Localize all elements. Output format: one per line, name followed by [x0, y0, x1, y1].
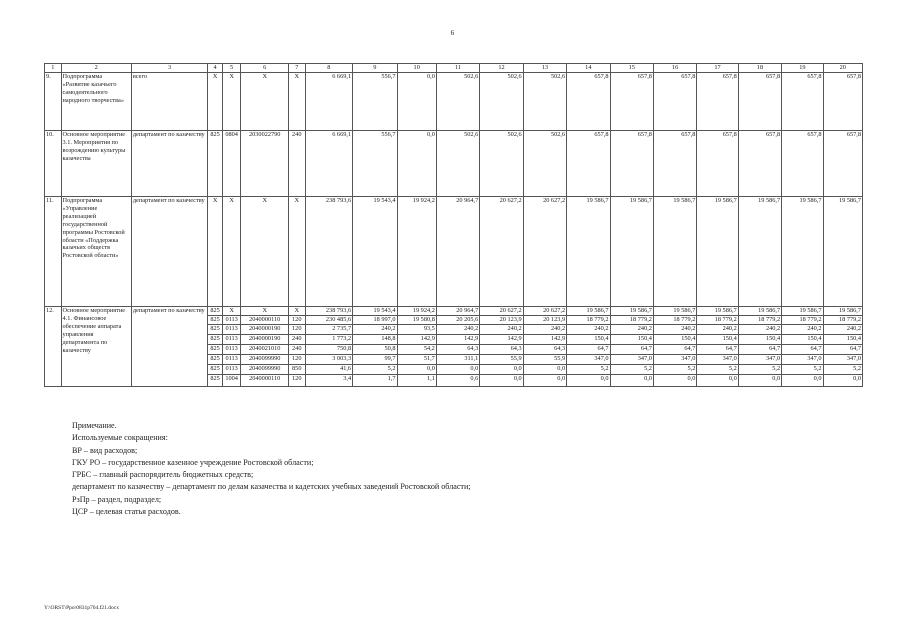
table-cell: 20 627,2 — [480, 197, 523, 307]
table-cell: 502,6 — [480, 73, 523, 131]
table-cell: 18 779,2 — [823, 315, 862, 324]
table-cell: 825 — [208, 334, 222, 344]
row-number: 9. — [45, 73, 62, 131]
table-cell: 6 669,1 — [305, 131, 353, 197]
table-cell: 0,0 — [480, 374, 523, 386]
table-cell: 0,0 — [782, 374, 823, 386]
table-cell: 240 — [289, 131, 306, 197]
table-cell: 0,0 — [523, 364, 566, 374]
table-cell: 240,2 — [782, 324, 823, 334]
column-header: 18 — [738, 64, 781, 73]
table-cell: 0,0 — [610, 374, 653, 386]
table-cell: 240,2 — [567, 324, 610, 334]
column-header: 11 — [436, 64, 479, 73]
table-cell: 502,6 — [480, 131, 523, 197]
table-cell: 2030022790 — [241, 131, 289, 197]
table-cell: 5,2 — [567, 364, 610, 374]
table-cell: 120 — [289, 315, 306, 324]
table-cell: 20 627,2 — [523, 197, 566, 307]
table-cell: 64,3 — [436, 344, 479, 354]
table-row — [45, 73, 863, 131]
table-cell: 19 586,7 — [567, 197, 610, 307]
table-cell: 64,7 — [823, 344, 862, 354]
table-cell: 0,0 — [480, 364, 523, 374]
table-cell: 1004 — [222, 374, 241, 386]
table-cell: 5,2 — [697, 364, 738, 374]
table-cell: 18 779,2 — [697, 315, 738, 324]
table-cell: 0,0 — [697, 374, 738, 386]
table-cell: 19 586,7 — [697, 307, 738, 316]
table-cell: 0,0 — [523, 374, 566, 386]
table-cell: 2040000190 — [241, 334, 289, 344]
table-cell: 64,7 — [738, 344, 781, 354]
table-cell: 18 779,2 — [567, 315, 610, 324]
table-cell: Х — [222, 73, 241, 131]
row-number: 10. — [45, 131, 62, 197]
table-cell: 657,8 — [610, 73, 653, 131]
table-cell: 19 580,8 — [397, 315, 436, 324]
note-line: ГРБС – главный распорядитель бюджетных средств; — [72, 470, 254, 480]
column-header: 2 — [61, 64, 131, 73]
table-cell: Х — [222, 197, 241, 307]
table-cell: 51,7 — [397, 354, 436, 364]
table-cell: 0113 — [222, 334, 241, 344]
table-cell: 347,0 — [653, 354, 696, 364]
table-cell: 64,7 — [653, 344, 696, 354]
table-cell: 55,9 — [480, 354, 523, 364]
table-cell: 19 586,7 — [782, 307, 823, 316]
table-cell: 5,2 — [353, 364, 397, 374]
table-cell: 19 586,7 — [782, 197, 823, 307]
table-cell: 502,6 — [436, 131, 479, 197]
table-cell: 0804 — [222, 131, 241, 197]
table-cell: Х — [222, 307, 241, 316]
table-cell: 240,2 — [697, 324, 738, 334]
table-cell: 240,2 — [436, 324, 479, 334]
table-cell: 657,8 — [653, 131, 696, 197]
table-cell: 54,2 — [397, 344, 436, 354]
table-cell: 5,2 — [653, 364, 696, 374]
table-cell: 0,0 — [397, 131, 436, 197]
table-cell: 18 997,0 — [353, 315, 397, 324]
column-header: 9 — [353, 64, 397, 73]
table-cell: 120 — [289, 354, 306, 364]
column-header: 14 — [567, 64, 610, 73]
table-cell: 150,4 — [738, 334, 781, 344]
table-cell: Х — [241, 197, 289, 307]
table-cell: 502,6 — [523, 73, 566, 131]
table-cell: 347,0 — [738, 354, 781, 364]
table-cell: 19 924,2 — [397, 197, 436, 307]
table-cell: 18 779,2 — [782, 315, 823, 324]
table-cell: 657,8 — [567, 73, 610, 131]
table-cell: 240,2 — [653, 324, 696, 334]
table-cell: 18 779,2 — [738, 315, 781, 324]
table-cell: 18 779,2 — [610, 315, 653, 324]
table-cell: 1,1 — [397, 374, 436, 386]
table-cell: 238 793,6 — [305, 307, 353, 316]
table-cell: 238 793,6 — [305, 197, 353, 307]
table-cell: 19 586,7 — [567, 307, 610, 316]
table-cell: 1 773,2 — [305, 334, 353, 344]
note-line: ЦСР – целевая статья расходов. — [72, 507, 181, 517]
table-cell: 0,0 — [436, 364, 479, 374]
table-cell: 2040099990 — [241, 354, 289, 364]
table-cell: 120 — [289, 374, 306, 386]
table-cell: 19 586,7 — [823, 307, 862, 316]
table-row — [45, 197, 863, 307]
table-cell: 150,4 — [567, 334, 610, 344]
table-cell: Х — [289, 307, 306, 316]
table-row — [45, 131, 863, 197]
column-header: 17 — [697, 64, 738, 73]
table-cell: 0113 — [222, 364, 241, 374]
table-cell: 64,3 — [523, 344, 566, 354]
table-cell: 64,7 — [610, 344, 653, 354]
table-cell: 5,2 — [782, 364, 823, 374]
table-cell: 142,9 — [397, 334, 436, 344]
table-cell: 502,6 — [523, 131, 566, 197]
table-cell: 93,5 — [397, 324, 436, 334]
table-cell: 657,8 — [823, 73, 862, 131]
column-header: 8 — [305, 64, 353, 73]
table-cell: 3 003,3 — [305, 354, 353, 364]
table-cell: 825 — [208, 354, 222, 364]
table-cell: 150,4 — [782, 334, 823, 344]
table-cell: 19 586,7 — [697, 197, 738, 307]
table-cell: 1,7 — [353, 374, 397, 386]
table-cell: 2 735,7 — [305, 324, 353, 334]
table-cell: 2040000190 — [241, 324, 289, 334]
column-header: 1 — [45, 64, 62, 73]
table-cell: 19 586,7 — [653, 307, 696, 316]
table-cell: 240,2 — [610, 324, 653, 334]
table-cell: 5,2 — [738, 364, 781, 374]
column-header: 19 — [782, 64, 823, 73]
table-cell: 64,7 — [782, 344, 823, 354]
table-cell: 657,8 — [738, 73, 781, 131]
column-header: 5 — [222, 64, 241, 73]
table-cell: Х — [241, 307, 289, 316]
column-header: 13 — [523, 64, 566, 73]
table-cell: 347,0 — [697, 354, 738, 364]
table-cell: 825 — [208, 344, 222, 354]
table-cell: 5,2 — [823, 364, 862, 374]
program-name: Основное мероприятие 4.1. Финансовое обеспечение аппарата управления департамента по казачеству — [61, 307, 131, 387]
column-header: 12 — [480, 64, 523, 73]
table-cell: 657,8 — [567, 131, 610, 197]
table-cell: 657,8 — [610, 131, 653, 197]
table-cell: 850 — [289, 364, 306, 374]
table-cell: 5,2 — [610, 364, 653, 374]
table-cell: 825 — [208, 307, 222, 316]
table-cell: 19 586,7 — [738, 197, 781, 307]
table-cell: 825 — [208, 315, 222, 324]
table-cell: 64,7 — [567, 344, 610, 354]
table-cell: 347,0 — [610, 354, 653, 364]
table-cell: 55,9 — [523, 354, 566, 364]
table-cell: 19 586,7 — [653, 197, 696, 307]
note-line: Используемые сокращения: — [72, 433, 168, 443]
table-body — [45, 64, 863, 387]
table-cell: 2040021010 — [241, 344, 289, 354]
table-cell: 64,3 — [480, 344, 523, 354]
table-cell: 240,2 — [738, 324, 781, 334]
note-line: ГКУ РО – государственное казенное учреждение Ростовской области; — [72, 457, 314, 467]
table-cell: 240,2 — [480, 324, 523, 334]
table-cell: 19 586,7 — [610, 307, 653, 316]
column-header: 15 — [610, 64, 653, 73]
table-cell: 19 543,4 — [353, 197, 397, 307]
program-name: Подпрограмма «Управление реализацией государственной программы Ростовской области «Поддержка казачьих обществ Ростовской области» — [61, 197, 131, 307]
table-cell: 2040000110 — [241, 315, 289, 324]
table-cell: 2040099990 — [241, 364, 289, 374]
table-cell: 825 — [208, 364, 222, 374]
table-cell: 657,8 — [782, 131, 823, 197]
table-cell: 240 — [289, 344, 306, 354]
note-line: департамент по казачеству – департамент по делам казачества и кадетских учебных заведений Ростовской области; — [72, 482, 471, 492]
table-cell: 750,8 — [305, 344, 353, 354]
table-cell: 347,0 — [567, 354, 610, 364]
table-cell: Х — [289, 197, 306, 307]
column-header: 16 — [653, 64, 696, 73]
column-header: 6 — [241, 64, 289, 73]
budget-table — [44, 63, 863, 387]
table-cell: 825 — [208, 131, 222, 197]
table-cell: 50,8 — [353, 344, 397, 354]
table-cell: 0,0 — [397, 364, 436, 374]
table-cell: 657,8 — [823, 131, 862, 197]
table-cell: 0113 — [222, 354, 241, 364]
table-cell: 20 123,9 — [523, 315, 566, 324]
table-cell: 556,7 — [353, 73, 397, 131]
table-cell: 230 485,6 — [305, 315, 353, 324]
table-cell: 240 — [289, 334, 306, 344]
table-cell: 148,8 — [353, 334, 397, 344]
executor: департамент по казачеству — [131, 131, 208, 197]
table-cell: 657,8 — [738, 131, 781, 197]
table-cell: 657,8 — [653, 73, 696, 131]
program-name: Основное мероприятие 3.1. Мероприятия по возрождению культуры казачества — [61, 131, 131, 197]
table-cell: Х — [289, 73, 306, 131]
table-cell: 18 779,2 — [653, 315, 696, 324]
table-cell: 502,6 — [436, 73, 479, 131]
table-cell: 825 — [208, 374, 222, 386]
table-cell: 0113 — [222, 344, 241, 354]
table-cell: 347,0 — [823, 354, 862, 364]
executor: департамент по казачеству — [131, 307, 208, 387]
note-line: Примечание. — [72, 421, 117, 430]
footer-file-path: Y:\ORST\Ppo\0831p704.f21.docx — [44, 605, 119, 611]
page-number: 6 — [450, 29, 455, 37]
table-cell: 0,0 — [567, 374, 610, 386]
row-number: 11. — [45, 197, 62, 307]
table-cell: 142,9 — [523, 334, 566, 344]
column-header: 20 — [823, 64, 862, 73]
table-cell: 3,4 — [305, 374, 353, 386]
table-cell: 150,4 — [653, 334, 696, 344]
table-cell: 657,8 — [782, 73, 823, 131]
table-cell: 0113 — [222, 324, 241, 334]
table-cell: 657,8 — [697, 73, 738, 131]
table-cell: 19 924,2 — [397, 307, 436, 316]
table-cell: 19 586,7 — [823, 197, 862, 307]
header-row — [45, 64, 863, 73]
table-cell: Х — [208, 73, 222, 131]
table-cell: 142,9 — [436, 334, 479, 344]
table-cell: 20 123,9 — [480, 315, 523, 324]
table-cell: 150,4 — [823, 334, 862, 344]
table-row — [45, 307, 863, 316]
table-cell: 311,1 — [436, 354, 479, 364]
executor: всего — [131, 73, 208, 131]
table-cell: 120 — [289, 324, 306, 334]
table-cell: 347,0 — [782, 354, 823, 364]
column-header: 4 — [208, 64, 222, 73]
table-cell: 19 586,7 — [610, 197, 653, 307]
table-cell: 20 205,6 — [436, 315, 479, 324]
table-cell: 240,2 — [823, 324, 862, 334]
table-cell: 240,2 — [523, 324, 566, 334]
column-header: 7 — [289, 64, 306, 73]
table-cell: 19 586,7 — [738, 307, 781, 316]
table-cell: 19 543,4 — [353, 307, 397, 316]
table-cell: 0,6 — [436, 374, 479, 386]
table-cell: 20 627,2 — [480, 307, 523, 316]
table-cell: 64,7 — [697, 344, 738, 354]
table-cell: 0113 — [222, 315, 241, 324]
table-cell: 2040000110 — [241, 374, 289, 386]
table-cell: 0,0 — [397, 73, 436, 131]
note-line: РзПр – раздел, подраздел; — [72, 494, 162, 504]
table-cell: 0,0 — [823, 374, 862, 386]
table-cell: 142,9 — [480, 334, 523, 344]
table-cell: 20 627,2 — [523, 307, 566, 316]
table-cell: 0,0 — [653, 374, 696, 386]
table-cell: 825 — [208, 324, 222, 334]
table-cell: 556,7 — [353, 131, 397, 197]
table-cell: 150,4 — [610, 334, 653, 344]
table-cell: 0,0 — [738, 374, 781, 386]
table-cell: 20 964,7 — [436, 197, 479, 307]
table-cell: 41,6 — [305, 364, 353, 374]
table-cell: Х — [241, 73, 289, 131]
table-cell: 99,7 — [353, 354, 397, 364]
program-name: Подпрограмма «Развитие казачьего самодеятельного народного творчества» — [61, 73, 131, 131]
table-cell: 20 964,7 — [436, 307, 479, 316]
table-cell: Х — [208, 197, 222, 307]
row-number: 12. — [45, 307, 62, 387]
notes-block — [72, 420, 471, 518]
table-cell: 240,2 — [353, 324, 397, 334]
column-header: 10 — [397, 64, 436, 73]
column-header: 3 — [131, 64, 208, 73]
table-cell: 657,8 — [697, 131, 738, 197]
table-cell: 6 669,1 — [305, 73, 353, 131]
executor: департамент по казачеству — [131, 197, 208, 307]
table-cell: 150,4 — [697, 334, 738, 344]
note-line: ВР – вид расходов; — [72, 445, 138, 455]
